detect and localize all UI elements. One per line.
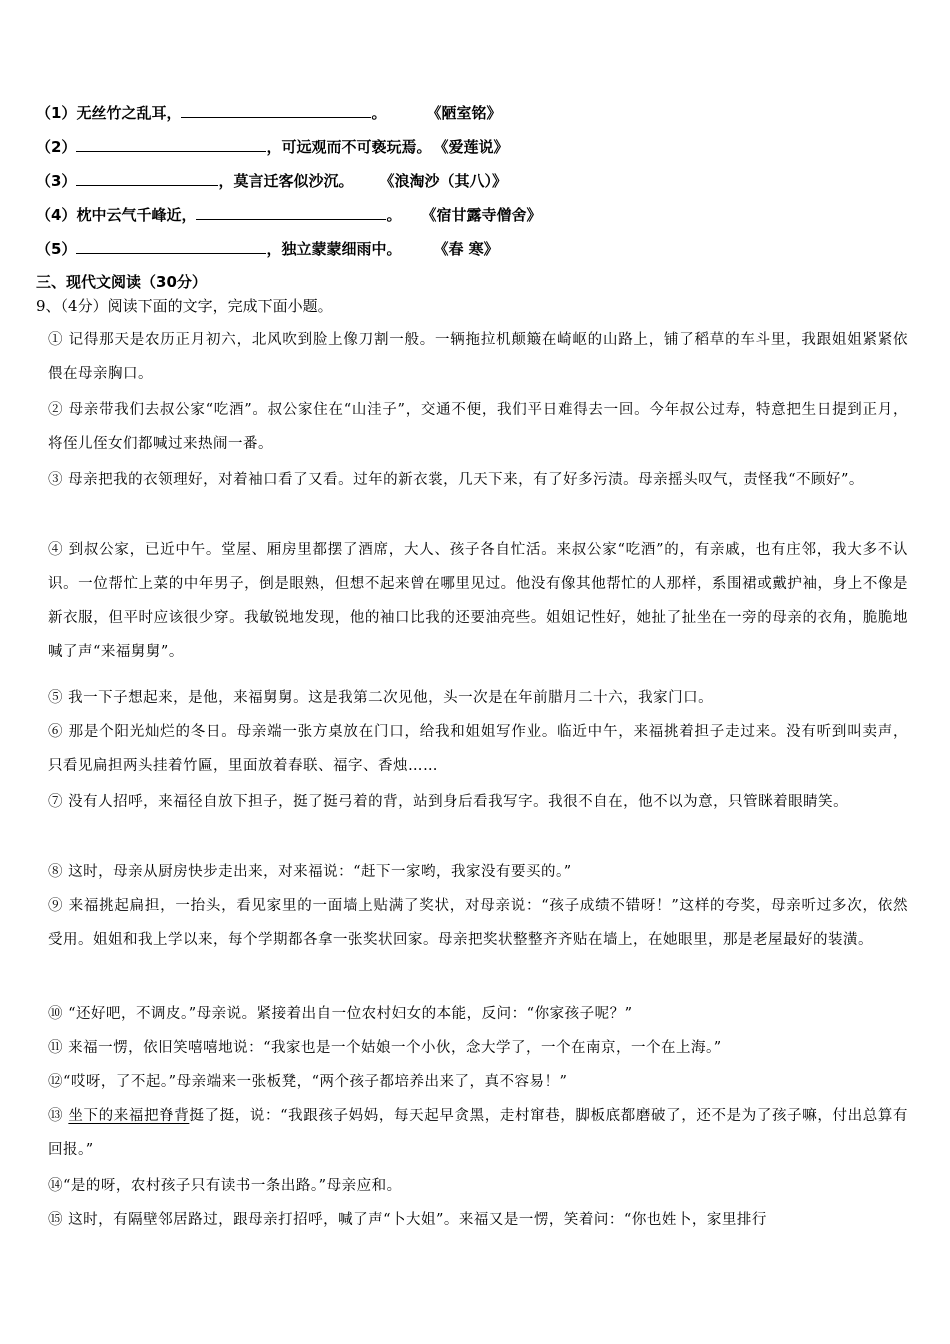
answer-blank[interactable] (181, 103, 371, 118)
answer-blank[interactable] (76, 171, 218, 186)
paragraph-text: ④ 到叔公家，已近中午。堂屋、厢房里都摆了酒席，大人、孩子各自忙活。来叔公家“吃酒”的，有亲戚，也有庄邻，我大多不认识。一位帮忙上菜的中年男子，倒是眼熟，但想不起来曾在哪里见过。他没有像其他帮忙的人那样，系围裙或戴护袖，身上不像是新衣服，但平时应该很少穿。我敏锐地发现，他的袖口比我的还要油亮些。姐姐记性好，她扯了扯坐在一旁的母亲的衣角，脆脆地喊了声“来福舅舅”。 (48, 542, 908, 660)
fill-in-line-2 (36, 137, 508, 157)
item-source: 《浪淘沙（其八）》 (379, 172, 507, 190)
item-number: （5） (36, 240, 77, 258)
fill-in-line-5 (36, 239, 499, 259)
paragraph-15 (48, 1203, 908, 1237)
item-text-after: 。 (386, 206, 402, 224)
item-number: （1） (36, 104, 77, 122)
paragraph-text: ⑪ 来福一愣，依旧笑嘻嘻地说：“我家也是一个姑娘一个小伙，念大学了，一个在南京，一个在上海。” (48, 1040, 722, 1056)
item-text-after: ，莫言迁客似沙沉。 (218, 172, 354, 190)
paragraph-text: ⑥ 那是个阳光灿烂的冬日。母亲端一张方桌放在门口，给我和姐姐写作业。临近中午，来福挑着担子走过来。没有听到叫卖声，只看见扁担两头挂着竹匾，里面放着春联、福字、香烛…… (48, 724, 908, 774)
paragraph-3 (48, 463, 908, 497)
fill-in-line-4 (36, 205, 541, 225)
paragraph-9 (48, 889, 908, 957)
paragraph-14 (48, 1169, 908, 1203)
paragraph-2 (48, 393, 908, 461)
paragraph-number: ⑬ (48, 1108, 69, 1124)
answer-blank[interactable] (196, 205, 386, 220)
answer-blank[interactable] (76, 137, 266, 152)
paragraph-1 (48, 323, 908, 391)
underlined-phrase: 坐下的来福把脊背 (68, 1108, 190, 1124)
section-title: 三、现代文阅读（30分） (36, 273, 207, 291)
item-text-before: 枕中云气千峰近， (76, 206, 197, 224)
paragraph-11 (48, 1031, 908, 1065)
paragraph-text: ⑨ 来福挑起扁担，一抬头，看见家里的一面墙上贴满了奖状，对母亲说：“孩子成绩不错呀！”这样的夸奖，母亲听过多次，依然受用。姐姐和我上学以来，每个学期都各拿一张奖状回家。母亲把奖状整整齐齐贴在墙上，在她眼里，那是老屋最好的装潢。 (48, 898, 908, 948)
paragraph-text: ⑧ 这时，母亲从厨房快步走出来，对来福说：“赶下一家哟，我家没有要买的。” (48, 864, 572, 880)
item-number: （4） (36, 206, 77, 224)
item-source: 《陋室铭》 (426, 104, 502, 122)
paragraph-8 (48, 855, 908, 889)
question-prompt: 9、（4分）阅读下面的文字，完成下面小题。 (36, 297, 333, 315)
paragraph-text: 挺了挺，说：“我跟孩子妈妈，每天起早贪黑，走村窜巷，脚板底都磨破了，还不是为了孩子嘛，付出总算有回报。” (48, 1108, 908, 1158)
paragraph-text: ⑭“是的呀，农村孩子只有读书一条出路。”母亲应和。 (48, 1178, 402, 1194)
paragraph-7 (48, 785, 908, 819)
item-text-after: 。 (371, 104, 387, 122)
paragraph-text: ② 母亲带我们去叔公家“吃酒”。叔公家住在“山洼子”，交通不便，我们平日难得去一回。今年叔公过寿，特意把生日提到正月，将侄儿侄女们都喊过来热闹一番。 (48, 402, 908, 452)
paragraph-text: ⑤ 我一下子想起来，是他，来福舅舅。这是我第二次见他，头一次是在年前腊月二十六，我家门口。 (48, 690, 714, 706)
item-text-after: ，可远观而不可亵玩焉。 (266, 138, 432, 156)
paragraph-text: ③ 母亲把我的衣领理好，对着袖口看了又看。过年的新衣裳，几天下来，有了好多污渍。母亲摇头叹气，责怪我“不顾好”。 (48, 472, 864, 488)
paragraph-text: ⑦ 没有人招呼，来福径自放下担子，挺了挺弓着的背，站到身后看我写字。我很不自在，他不以为意，只管眯着眼睛笑。 (48, 794, 849, 810)
paragraph-text: ⑫“哎呀，了不起。”母亲端来一张板凳，“两个孩子都培养出来了，真不容易！” (48, 1074, 568, 1090)
paragraph-12 (48, 1065, 908, 1099)
paragraph-4 (48, 533, 908, 669)
answer-blank[interactable] (76, 239, 266, 254)
paragraph-10 (48, 997, 908, 1031)
item-source: 《宿甘露寺僧舍》 (421, 206, 542, 224)
paragraph-text: ⑮ 这时，有隔壁邻居路过，跟母亲打招呼，喊了声“卜大姐”。来福又是一愣，笑着问：“你也姓卜，家里排行 (48, 1212, 767, 1228)
paragraph-13 (48, 1099, 908, 1167)
paragraph-text: ⑩ “还好吧，不调皮。”母亲说。紧接着出自一位农村妇女的本能，反问：“你家孩子呢？” (48, 1006, 633, 1022)
item-source: 《春 寒》 (433, 240, 499, 258)
item-text-before: 无丝竹之乱耳， (76, 104, 182, 122)
paragraph-5 (48, 681, 908, 715)
item-number: （3） (36, 172, 77, 190)
item-number: （2） (36, 138, 77, 156)
fill-in-line-3 (36, 171, 507, 191)
paragraph-6 (48, 715, 908, 783)
fill-in-line-1 (36, 103, 501, 123)
item-source: 《爱莲说》 (433, 138, 509, 156)
paragraph-text: ① 记得那天是农历正月初六，北风吹到脸上像刀割一般。一辆拖拉机颠簸在崎岖的山路上，铺了稻草的车斗里，我跟姐姐紧紧依偎在母亲胸口。 (48, 332, 908, 382)
item-text-after: ，独立蒙蒙细雨中。 (266, 240, 402, 258)
